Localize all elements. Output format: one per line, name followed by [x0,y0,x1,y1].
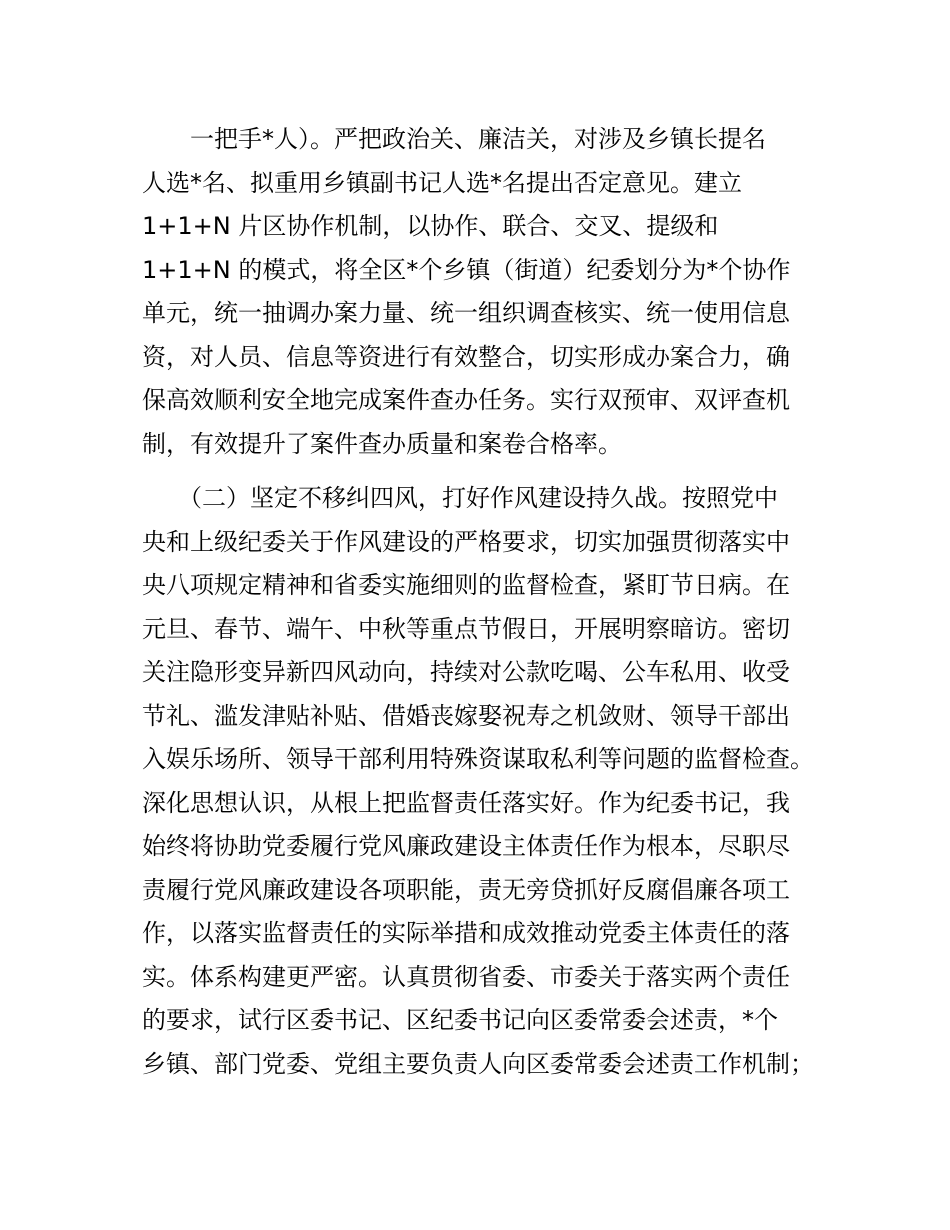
text-line: 始终将协助党委履行党风廉政建设主体责任作为根本，尽职尽 [142,832,790,860]
text-line: 保高效顺利安全地完成案件查办任务。实行双预审、双评查机 [142,386,790,414]
paragraph-2 [142,477,832,1086]
text-line: 作，以落实监督责任的实际举措和成效推动党委主体责任的落 [142,919,790,947]
text-line: 资，对人员、信息等资进行有效整合，切实形成办案合力，确 [142,342,790,371]
text-line: 实。体系构建更严密。认真贯彻省委、市委关于落实两个责任 [142,962,790,991]
paragraph-gap [142,466,832,477]
text-line: 关注隐形变异新四风动向，持续对公款吃喝、公车私用、收受 [142,658,790,686]
document-body [142,118,832,1086]
text-line: 人选*名、拟重用乡镇副书记人选*名提出否定意见。建立 [142,168,742,197]
text-line: 一把手*人）。严把政治关、廉洁关，对涉及乡镇长提名 [142,125,766,153]
text-line: 1+1+N 的模式，将全区*个乡镇（街道）纪委划分为*个协作 [142,255,791,284]
text-line: 深化思想认识，从根上把监督责任落实好。作为纪委书记，我 [142,788,790,817]
text-line: 央八项规定精神和省委实施细则的监督检查，紧盯节日病。在 [142,571,790,599]
text-line: 制，有效提升了案件查办质量和案卷合格率。 [142,429,622,458]
text-line: 责履行党风廉政建设各项职能，责无旁贷抓好反腐倡廉各项工 [142,875,790,904]
text-line: 央和上级纪委关于作风建设的严格要求，切实加强贯彻落实中 [142,527,790,556]
text-line: 入娱乐场所、领导干部利用特殊资谋取私利等问题的监督检查。 [142,745,814,773]
text-line: 元旦、春节、端午、中秋等重点节假日，开展明察暗访。密切 [142,614,790,643]
text-line: 乡镇、部门党委、党组主要负责人向区委常委会述责工作机制； [142,1049,814,1078]
paragraph-1 [142,118,832,466]
text-line: 节礼、滥发津贴补贴、借婚丧嫁娶祝寿之机敛财、领导干部出 [142,701,790,730]
text-line: 单元，统一抽调办案力量、统一组织调查核实、统一使用信息 [142,299,790,327]
text-line: （二）坚定不移纠四风，打好作风建设持久战。按照党中 [142,484,778,512]
text-line: 1+1+N 片区协作机制，以协作、联合、交叉、提级和 [142,212,719,240]
text-line: 的要求，试行区委书记、区纪委书记向区委常委会述责，*个 [142,1006,778,1034]
